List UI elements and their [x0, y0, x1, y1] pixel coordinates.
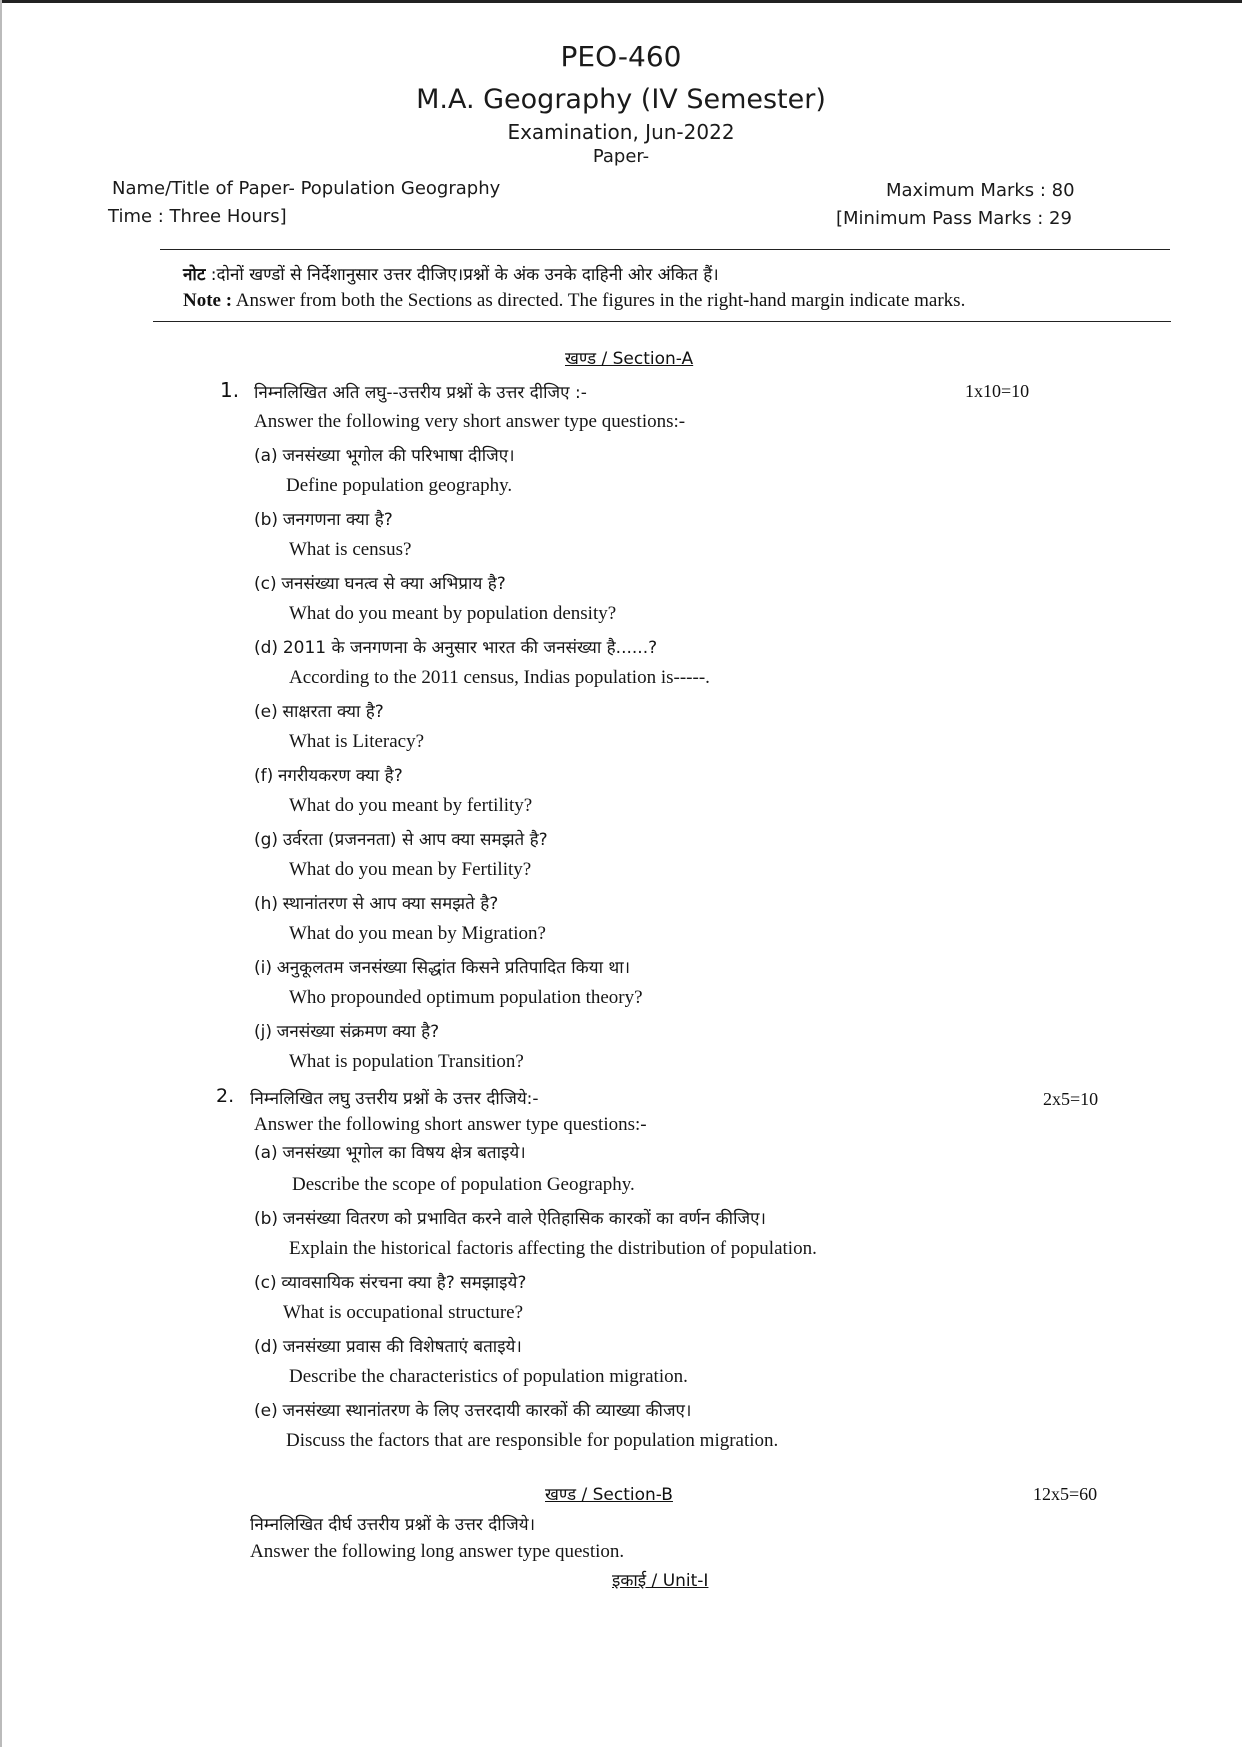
- q1-item-c-english: What do you meant by population density?: [289, 603, 617, 624]
- q1-item-h-hindi: (h) स्थानांतरण से आप क्या समझते है?: [254, 894, 499, 914]
- section-a-title: [565, 346, 693, 370]
- section-b-title-text: खण्ड / Section-B: [545, 1485, 673, 1505]
- question-1-hindi: निम्नलिखित अति लघु--उत्तरीय प्रश्नों के उत्तर दीजिए :-: [254, 383, 587, 403]
- note-english: [183, 290, 965, 312]
- q1-item-i-hindi: (i) अनुकूलतम जनसंख्या सिद्धांत किसने प्रतिपादित किया था।: [254, 958, 631, 978]
- note-divider: [153, 321, 1171, 322]
- section-b-hindi: निम्नलिखित दीर्घ उत्तरीय प्रश्नों के उत्तर दीजिये।: [250, 1515, 536, 1535]
- q1-item-h-english: What do you mean by Migration?: [289, 923, 546, 944]
- note-english-label: Note :: [183, 290, 233, 311]
- note-english-text: Answer from both the Sections as directed. The figures in the right-hand margin indicate marks.: [232, 290, 966, 311]
- q1-item-e-hindi: (e) साक्षरता क्या है?: [254, 702, 384, 722]
- header-divider: [160, 249, 1170, 250]
- unit-1-heading-text: इकाई / Unit-I: [612, 1571, 709, 1591]
- q2-item-e-hindi: (e) जनसंख्या स्थानांतरण के लिए उत्तरदायी कारकों की व्याख्या कीजए।: [254, 1401, 692, 1421]
- scan-left-edge: [0, 0, 2, 1747]
- scan-top-edge: [0, 0, 1242, 3]
- section-b-english: Answer the following long answer type question.: [250, 1541, 625, 1562]
- question-2-marks: 2x5=10: [1043, 1089, 1099, 1109]
- q2-item-c-hindi: (c) व्यावसायिक संरचना क्या है? समझाइये?: [254, 1273, 527, 1293]
- minimum-pass-marks: [Minimum Pass Marks : 29: [836, 208, 1072, 229]
- question-2-english: Answer the following short answer type questions:-: [254, 1114, 647, 1135]
- q1-item-d-english: According to the 2011 census, Indias population is-----.: [289, 667, 710, 688]
- question-2-number: 2.: [216, 1085, 235, 1107]
- note-hindi: [183, 262, 719, 286]
- q1-item-b-hindi: (b) जनगणना क्या है?: [254, 510, 393, 530]
- paper-code: PEO-460: [560, 40, 682, 73]
- q1-item-a-english: Define population geography.: [286, 475, 513, 496]
- q1-item-g-hindi: (g) उर्वरता (प्रजननता) से आप क्या समझते है?: [254, 830, 548, 850]
- q2-item-d-hindi: (d) जनसंख्या प्रवास की विशेषताएं बताइये।: [254, 1337, 522, 1357]
- question-1-number: 1.: [220, 378, 240, 402]
- exam-time: Time : Three Hours]: [108, 206, 287, 227]
- question-1-english: Answer the following very short answer type questions:-: [254, 411, 686, 432]
- course-title: M.A. Geography (IV Semester): [416, 84, 826, 115]
- q2-item-d-english: Describe the characteristics of population migration.: [289, 1366, 688, 1387]
- section-b-marks: 12x5=60: [1033, 1484, 1098, 1504]
- q1-item-i-english: Who propounded optimum population theory?: [289, 987, 643, 1008]
- q1-item-b-english: What is census?: [289, 539, 412, 560]
- exam-session: Examination, Jun-2022: [507, 120, 735, 144]
- q1-item-f-english: What do you meant by fertility?: [289, 795, 533, 816]
- note-hindi-text: :दोनों खण्डों से निर्देशानुसार उत्तर दीजिए।प्रश्नों के अंक उनके दाहिनी ओर अंकित हैं।: [205, 265, 719, 285]
- q1-item-d-hindi: (d) 2011 के जनगणना के अनुसार भारत की जनसंख्या है......?: [254, 638, 658, 658]
- paper-name-title: Name/Title of Paper- Population Geography: [112, 178, 501, 199]
- section-a-title-text: खण्ड / Section-A: [565, 349, 694, 369]
- question-2-hindi: निम्नलिखित लघु उत्तरीय प्रश्नों के उत्तर दीजिये:-: [250, 1089, 539, 1109]
- maximum-marks: Maximum Marks : 80: [886, 180, 1075, 201]
- unit-1-heading: [612, 1568, 708, 1592]
- question-1-marks: 1x10=10: [965, 381, 1030, 401]
- q1-item-j-english: What is population Transition?: [289, 1051, 524, 1072]
- q1-item-e-english: What is Literacy?: [289, 731, 425, 752]
- q2-item-c-english: What is occupational structure?: [283, 1302, 524, 1323]
- q2-item-a-english: Describe the scope of population Geography.: [292, 1174, 635, 1195]
- note-hindi-label: नोट: [183, 265, 206, 285]
- q2-item-b-english: Explain the historical factoris affecting the distribution of population.: [289, 1238, 817, 1259]
- q1-item-g-english: What do you mean by Fertility?: [289, 859, 532, 880]
- q2-item-a-hindi: (a) जनसंख्या भूगोल का विषय क्षेत्र बताइये।: [254, 1143, 526, 1163]
- paper-label: Paper-: [592, 146, 650, 167]
- q2-item-b-hindi: (b) जनसंख्या वितरण को प्रभावित करने वाले ऐतिहासिक कारकों का वर्णन कीजिए।: [254, 1209, 766, 1229]
- q2-item-e-english: Discuss the factors that are responsible for population migration.: [286, 1430, 779, 1451]
- q1-item-c-hindi: (c) जनसंख्या घनत्व से क्या अभिप्राय है?: [254, 574, 506, 594]
- q1-item-a-hindi: (a) जनसंख्या भूगोल की परिभाषा दीजिए।: [254, 446, 515, 466]
- q1-item-f-hindi: (f) नगरीयकरण क्या है?: [254, 766, 403, 786]
- q1-item-j-hindi: (j) जनसंख्या संक्रमण क्या है?: [254, 1022, 440, 1042]
- section-b-title: [545, 1482, 673, 1506]
